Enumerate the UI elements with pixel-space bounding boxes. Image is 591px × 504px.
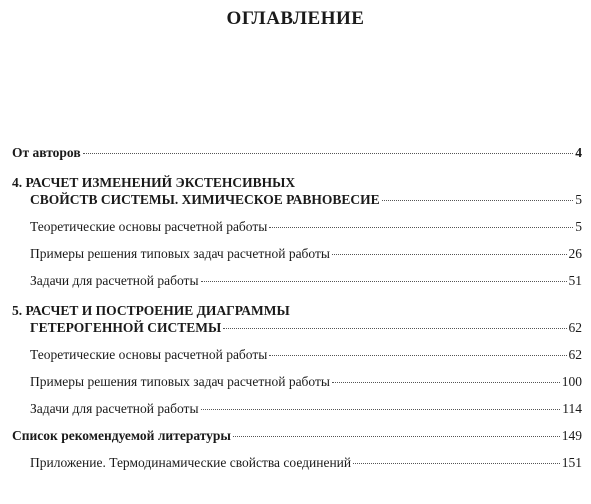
- toc-page-number: 62: [568, 320, 582, 335]
- page-title: ОГЛАВЛЕНИЕ: [226, 8, 365, 29]
- toc-page-number: 4: [575, 145, 582, 160]
- dot-leader: [83, 153, 574, 154]
- toc-entry-title: Задачи для расчетной работы: [30, 273, 199, 288]
- chapter-title-line2: ГЕТЕРОГЕННОЙ СИСТЕМЫ: [30, 320, 222, 335]
- toc-entry-title: Теоретические основы расчетной работы: [30, 219, 268, 234]
- table-of-contents: [12, 144, 582, 471]
- toc-page-number: 51: [568, 273, 582, 288]
- toc-entry-title: Примеры решения типовых задач расчетной работы: [30, 246, 330, 261]
- toc-entry-title: Приложение. Термодинамические свойства соединений: [30, 455, 352, 470]
- dot-leader: [233, 436, 560, 437]
- dot-leader: [201, 281, 567, 282]
- toc-page-number: 5: [575, 219, 582, 234]
- toc-page-number: 100: [561, 374, 582, 389]
- toc-page-number: 5: [575, 192, 582, 207]
- toc-subentry[interactable]: [12, 346, 582, 363]
- toc-entry-title: Примеры решения типовых задач расчетной работы: [30, 374, 330, 389]
- toc-chapter-4[interactable]: [12, 174, 582, 208]
- toc-subentry[interactable]: [12, 272, 582, 289]
- toc-page-number: 62: [568, 347, 582, 362]
- dot-leader: [382, 200, 574, 201]
- chapter-title-line2-row: [12, 319, 582, 336]
- toc-entry-title: Список рекомендуемой литературы: [12, 428, 231, 443]
- chapter-title-line1: 4. РАСЧЕТ ИЗМЕНЕНИЙ ЭКСТЕНСИВНЫХ: [12, 175, 296, 190]
- toc-subentry[interactable]: [12, 373, 582, 390]
- dot-leader: [201, 409, 561, 410]
- dot-leader: [223, 328, 566, 329]
- toc-page-number: 149: [561, 428, 582, 443]
- toc-entry-title: Задачи для расчетной работы: [30, 401, 199, 416]
- toc-chapter-5[interactable]: [12, 302, 582, 336]
- toc-entry-appendix[interactable]: [12, 454, 582, 471]
- chapter-title-line2: СВОЙСТВ СИСТЕМЫ. ХИМИЧЕСКОЕ РАВНОВЕСИЕ: [30, 192, 380, 207]
- toc-page-number: 114: [562, 401, 582, 416]
- toc-entry-authors[interactable]: [12, 144, 582, 161]
- chapter-title-line1: 5. РАСЧЕТ И ПОСТРОЕНИЕ ДИАГРАММЫ: [12, 303, 290, 318]
- dot-leader: [269, 227, 573, 228]
- toc-page-number: 26: [568, 246, 582, 261]
- toc-subentry[interactable]: [12, 400, 582, 417]
- dot-leader: [269, 355, 566, 356]
- chapter-title-line2-row: [12, 191, 582, 208]
- toc-entry-title: Теоретические основы расчетной работы: [30, 347, 268, 362]
- dot-leader: [332, 382, 560, 383]
- toc-subentry[interactable]: [12, 218, 582, 235]
- toc-entry-literature[interactable]: [12, 427, 582, 444]
- dot-leader: [332, 254, 567, 255]
- toc-subentry[interactable]: [12, 245, 582, 262]
- toc-page-number: 151: [561, 455, 582, 470]
- toc-entry-title: От авторов: [12, 145, 81, 160]
- dot-leader: [353, 463, 560, 464]
